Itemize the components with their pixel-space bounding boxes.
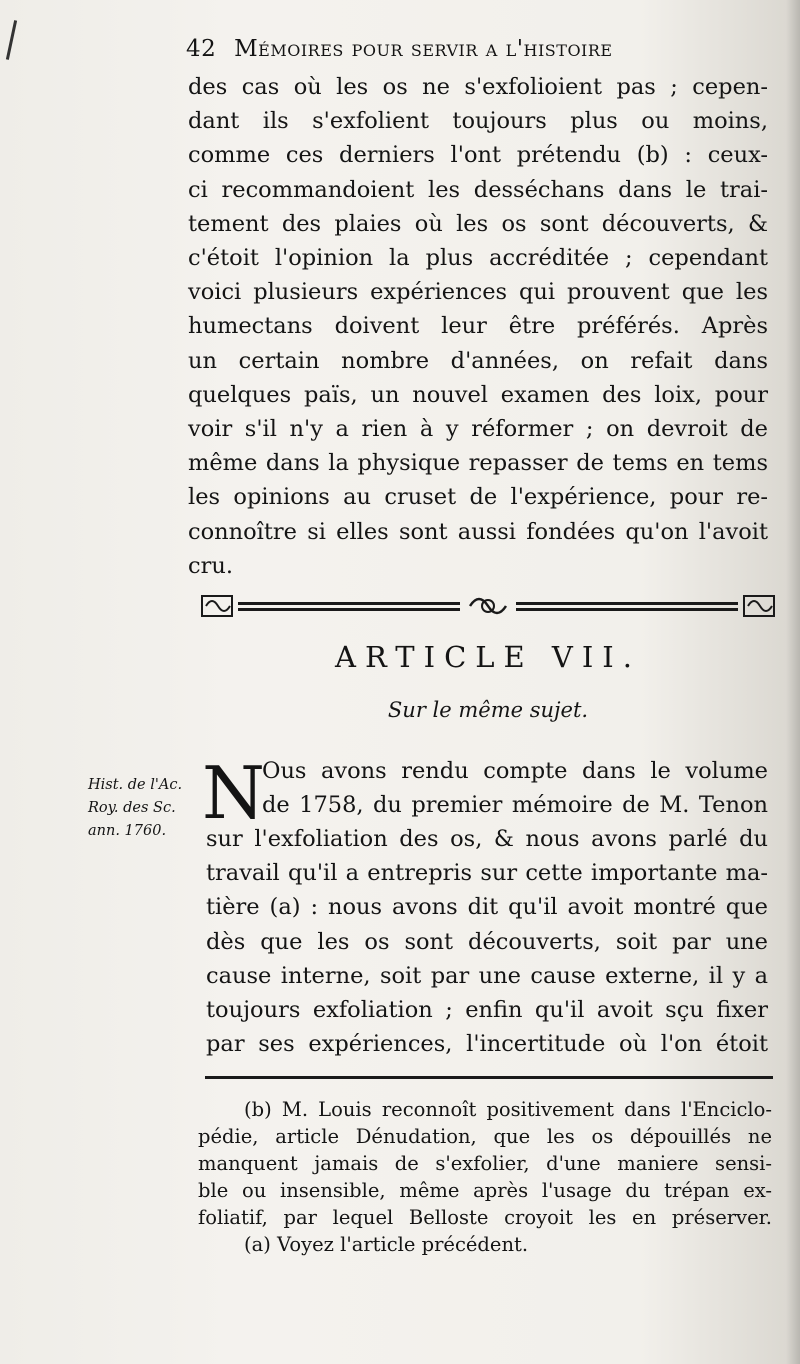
- body-line: voir s'il n'y a rien à y réformer ; on devroit de: [188, 416, 768, 443]
- footnote-line: pédie, article Dénudation, que les os dépouillés ne: [198, 1125, 772, 1148]
- body-line: comme ces derniers l'ont prétendu (b) : ceux-: [188, 142, 768, 169]
- body-line: connoître si elles sont aussi fondées qu'on l'avoit: [188, 518, 768, 545]
- body-line: voici plusieurs expériences qui prouvent que les: [188, 279, 768, 306]
- footnote-line: foliatif, par lequel Belloste croyoit les en préserver.: [198, 1206, 772, 1229]
- body-line: un certain nombre d'années, on refait dans: [188, 347, 768, 374]
- article-text-indented: [262, 754, 768, 822]
- body-line: cru.: [188, 552, 233, 579]
- body-line: tement des plaies où les os sont découverts, &: [188, 210, 768, 237]
- article-text: [206, 822, 768, 1061]
- article-line: de 1758, du premier mémoire de M. Tenon: [262, 792, 768, 819]
- body-line: humectans doivent leur être préférés. Après: [188, 313, 768, 340]
- article-line: toujours exfoliation ; enfin qu'il avoit sçu fixer: [206, 997, 768, 1024]
- body-line: c'étoit l'opinion la plus accréditée ; cependant: [188, 245, 768, 272]
- body-line: les opinions au cruset de l'expérience, pour re-: [188, 484, 768, 511]
- article-subtitle: Sur le même sujet.: [387, 698, 589, 722]
- article-line: sur l'exfoliation des os, & nous avons parlé du: [206, 826, 768, 852]
- footnote-rule: [205, 1076, 773, 1079]
- body-line: quelques païs, un nouvel examen des loix, pour: [188, 381, 768, 408]
- footnotes: [198, 1096, 772, 1258]
- margin-note-line: Hist. de l'Ac.: [88, 777, 183, 793]
- drop-cap: N: [202, 751, 265, 835]
- footnote-line: (a) Voyez l'article précédent.: [244, 1233, 529, 1256]
- body-line: même dans la physique repasser de tems en tems: [188, 450, 768, 477]
- body-line: des cas où les os ne s'exfolioient pas ; cepen-: [188, 74, 768, 100]
- article-line: travail qu'il a entrepris sur cette importante ma-: [206, 860, 768, 887]
- margin-note-line: Roy. des Sc.: [88, 800, 176, 816]
- margin-note-line: ann. 1760.: [88, 823, 167, 839]
- running-title: Mémoires pour servir a l'histoire: [234, 36, 613, 62]
- article-line: dès que les os sont découverts, soit par une: [206, 928, 768, 955]
- body-line: dant ils s'exfolient toujours plus ou moins,: [188, 108, 768, 135]
- article-heading: ARTICLE VII.: [335, 640, 641, 674]
- body-text: [188, 70, 768, 583]
- ornamental-divider: [200, 592, 776, 620]
- footnote-line: (b) M. Louis reconnoît positivement dans l'Enciclo-: [244, 1098, 772, 1121]
- body-line: ci recommandoient les desséchans dans le trai-: [188, 176, 768, 203]
- footnote-line: manquent jamais de s'exfolier, d'une maniere sensi-: [198, 1152, 772, 1175]
- running-header: [186, 36, 746, 62]
- article-line: Ous avons rendu compte dans le volume: [262, 758, 768, 784]
- page-edge-shadow: [786, 0, 800, 1364]
- ink-mark: [6, 20, 17, 60]
- article-line: tière (a) : nous avons dit qu'il avoit montré que: [206, 894, 768, 921]
- footnote-line: ble ou insensible, même après l'usage du trépan ex-: [198, 1179, 772, 1202]
- page-number: 42: [186, 36, 217, 62]
- article-line: par ses expériences, l'incertitude où l'on étoit: [206, 1031, 768, 1058]
- margin-note: [88, 774, 200, 843]
- article-line: cause interne, soit par une cause externe, il y a: [206, 962, 768, 989]
